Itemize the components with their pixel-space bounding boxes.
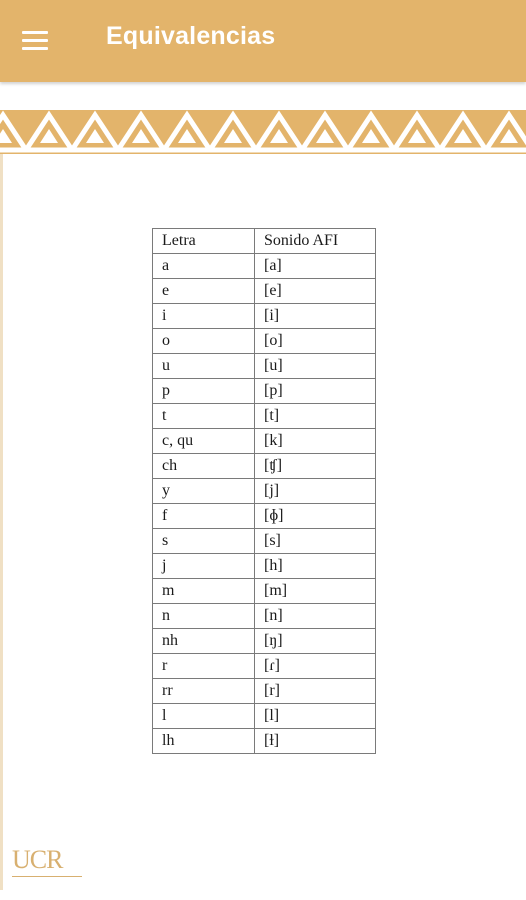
ipa-sound-cell: [t]	[255, 404, 376, 429]
menu-line	[22, 39, 48, 42]
table-row	[153, 529, 376, 554]
table-row	[153, 354, 376, 379]
table-row	[153, 254, 376, 279]
letter-cell: o	[153, 329, 255, 354]
letter-cell: p	[153, 379, 255, 404]
left-rail-decoration	[0, 150, 3, 890]
ipa-sound-cell: [n]	[255, 604, 376, 629]
table-row	[153, 404, 376, 429]
table-row	[153, 679, 376, 704]
letter-cell: a	[153, 254, 255, 279]
ipa-sound-cell: [l]	[255, 704, 376, 729]
letter-cell: t	[153, 404, 255, 429]
logo-underline	[12, 876, 82, 877]
column-header-letra: Letra	[153, 229, 255, 254]
letter-cell: j	[153, 554, 255, 579]
ipa-sound-cell: [r]	[255, 679, 376, 704]
ipa-sound-cell: [ɫ]	[255, 729, 376, 754]
letter-cell: f	[153, 504, 255, 529]
letter-cell: ch	[153, 454, 255, 479]
app-bar	[0, 0, 526, 82]
table-header-row	[153, 229, 376, 254]
ipa-sound-cell: [j]	[255, 479, 376, 504]
ipa-sound-cell: [u]	[255, 354, 376, 379]
table-row	[153, 554, 376, 579]
ipa-sound-cell: [i]	[255, 304, 376, 329]
letter-cell: nh	[153, 629, 255, 654]
table-row	[153, 629, 376, 654]
table-row	[153, 704, 376, 729]
ucr-logo: UCR	[12, 845, 63, 874]
table-row	[153, 279, 376, 304]
letter-cell: rr	[153, 679, 255, 704]
letter-cell: i	[153, 304, 255, 329]
letter-cell: l	[153, 704, 255, 729]
table-row	[153, 429, 376, 454]
table-row	[153, 654, 376, 679]
table-row	[153, 604, 376, 629]
ipa-sound-cell: [e]	[255, 279, 376, 304]
page-title: Equivalencias	[106, 22, 276, 50]
table-row	[153, 729, 376, 754]
letter-cell: y	[153, 479, 255, 504]
equivalence-table	[152, 228, 376, 754]
ipa-sound-cell: [m]	[255, 579, 376, 604]
letter-cell: n	[153, 604, 255, 629]
table-row	[153, 329, 376, 354]
hamburger-menu-icon[interactable]	[18, 25, 54, 55]
ipa-sound-cell: [p]	[255, 379, 376, 404]
ipa-sound-cell: [ʧ]	[255, 454, 376, 479]
letter-cell: r	[153, 654, 255, 679]
ipa-sound-cell: [s]	[255, 529, 376, 554]
letter-cell: c, qu	[153, 429, 255, 454]
letter-cell: e	[153, 279, 255, 304]
ipa-sound-cell: [o]	[255, 329, 376, 354]
letter-cell: s	[153, 529, 255, 554]
ipa-sound-cell: [a]	[255, 254, 376, 279]
letter-cell: u	[153, 354, 255, 379]
menu-line	[22, 47, 48, 50]
ipa-sound-cell: [ɾ]	[255, 654, 376, 679]
table-row	[153, 504, 376, 529]
table-row	[153, 579, 376, 604]
letter-cell: lh	[153, 729, 255, 754]
column-header-sonido: Sonido AFI	[255, 229, 376, 254]
ipa-sound-cell: [ɸ]	[255, 504, 376, 529]
table-row	[153, 454, 376, 479]
table-row	[153, 304, 376, 329]
table-row	[153, 379, 376, 404]
ipa-sound-cell: [k]	[255, 429, 376, 454]
ipa-sound-cell: [ŋ]	[255, 629, 376, 654]
menu-line	[22, 31, 48, 34]
decorative-triangle-band	[0, 110, 526, 154]
letter-cell: m	[153, 579, 255, 604]
ipa-sound-cell: [h]	[255, 554, 376, 579]
table-row	[153, 479, 376, 504]
